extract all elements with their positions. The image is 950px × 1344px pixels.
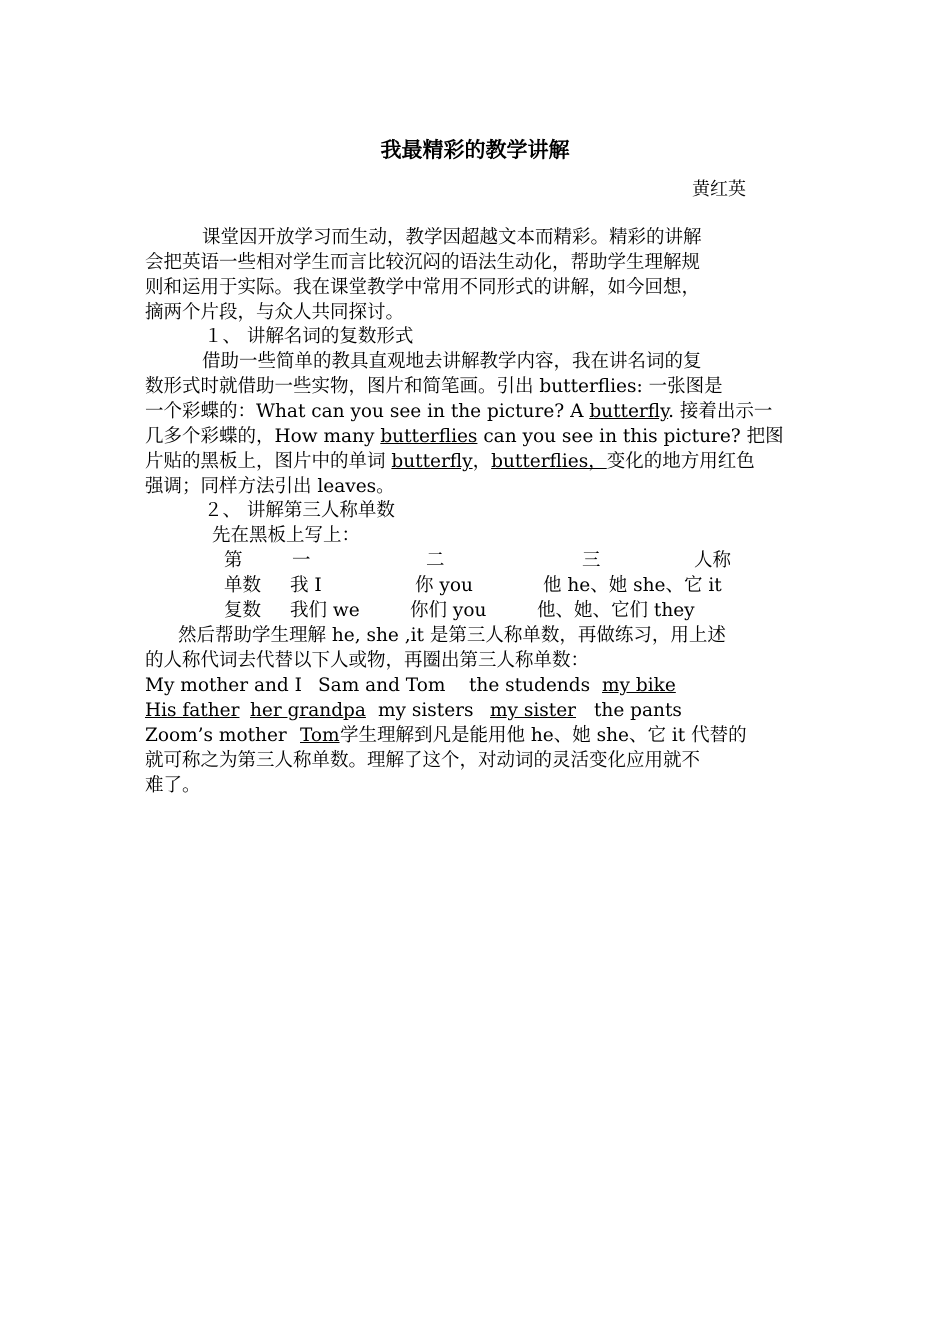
paragraph-line [145,399,772,424]
paragraph-line: 难了。 [145,775,201,796]
table-header-cell: 三 [582,550,601,571]
paragraph-line: 强调；同样方法引出 leaves。 [145,476,395,497]
underlined-word: butterflies [380,426,478,447]
section-heading: １、 讲解名词的复数形式 [204,326,414,347]
text-span: 几多个彩蝶的，How many [145,426,381,447]
practice-item-underlined: her grandpa [250,700,366,721]
practice-item-underlined: Tom [300,725,340,746]
practice-item-underlined: my bike [602,675,676,696]
paragraph-line: 课堂因开放学习而生动，教学因超越文本而精彩。精彩的讲解 [202,227,702,248]
table-cell: 他 he、她 she、它 it [543,575,722,596]
paragraph-line: 则和运用于实际。我在课堂教学中常用不同形式的讲解，如今回想， [145,277,701,298]
paragraph-line [145,424,784,449]
board-intro: 先在黑板上写上： [212,525,361,546]
text-span: can you see in this picture? 把图 [477,426,784,447]
text-span: 片贴的黑板上，图片中的单词 [145,451,392,472]
paragraph-line: 学生理解到凡是能用他 he、她 she、它 it 代替的 [340,725,747,746]
table-header-cell: 一 [292,550,311,571]
practice-item: Zoom’s mother [145,725,287,746]
text-span: ， [472,451,492,472]
practice-item: my sisters [378,700,474,721]
underlined-word: butterfly [589,401,669,422]
author-name: 黄红英 [692,179,746,200]
table-cell: 你 you [415,575,473,596]
underlined-word: butterflies， [491,451,607,472]
paragraph-line: 数形式时就借助一些实物，图片和简笔画。引出 butterflies: 一张图是 [145,376,723,397]
table-cell: 他、她、它们 they [537,600,695,621]
paragraph-line: 借助一些简单的教具直观地去讲解教学内容，我在讲名词的复 [202,351,702,372]
text-span: 变化的地方用红色 [606,451,755,472]
table-header-cell: 第 [224,550,243,571]
paragraph-line: 然后帮助学生理解 he, she ,it 是第三人称单数，再做练习，用上述 [178,625,726,646]
practice-item: My mother and I [145,675,302,696]
document-title: 我最精彩的教学讲解 [380,138,570,162]
table-header-cell: 人称 [694,550,732,571]
paragraph-line: 摘两个片段，与众人共同探讨。 [145,302,405,323]
paragraph-line: 就可称之为第三人称单数。理解了这个，对动词的灵活变化应用就不 [145,750,701,771]
underlined-word: butterfly [391,451,473,472]
paragraph-line: 会把英语一些相对学生而言比较沉闷的语法生动化，帮助学生理解规 [145,252,701,273]
text-span: 一个彩蝶的：What can you see in the picture? A [145,401,590,422]
table-cell: 我们 we [290,600,360,621]
practice-item-underlined: His father [145,700,240,721]
table-cell: 我 I [290,575,322,596]
paragraph-line [145,449,755,474]
practice-item: Sam and Tom [318,675,446,696]
practice-item: the studends [469,675,591,696]
practice-item: the pants [594,700,682,721]
table-header-cell: 二 [426,550,445,571]
practice-item-underlined: my sister [490,700,577,721]
section-heading: ２、 讲解第三人称单数 [204,500,395,521]
text-span: . 接着出示一 [668,401,773,422]
table-cell: 单数 [224,575,262,596]
table-cell: 你们 you [410,600,487,621]
table-cell: 复数 [224,600,262,621]
paragraph-line: 的人称代词去代替以下人或物，再圈出第三人称单数： [145,650,590,671]
